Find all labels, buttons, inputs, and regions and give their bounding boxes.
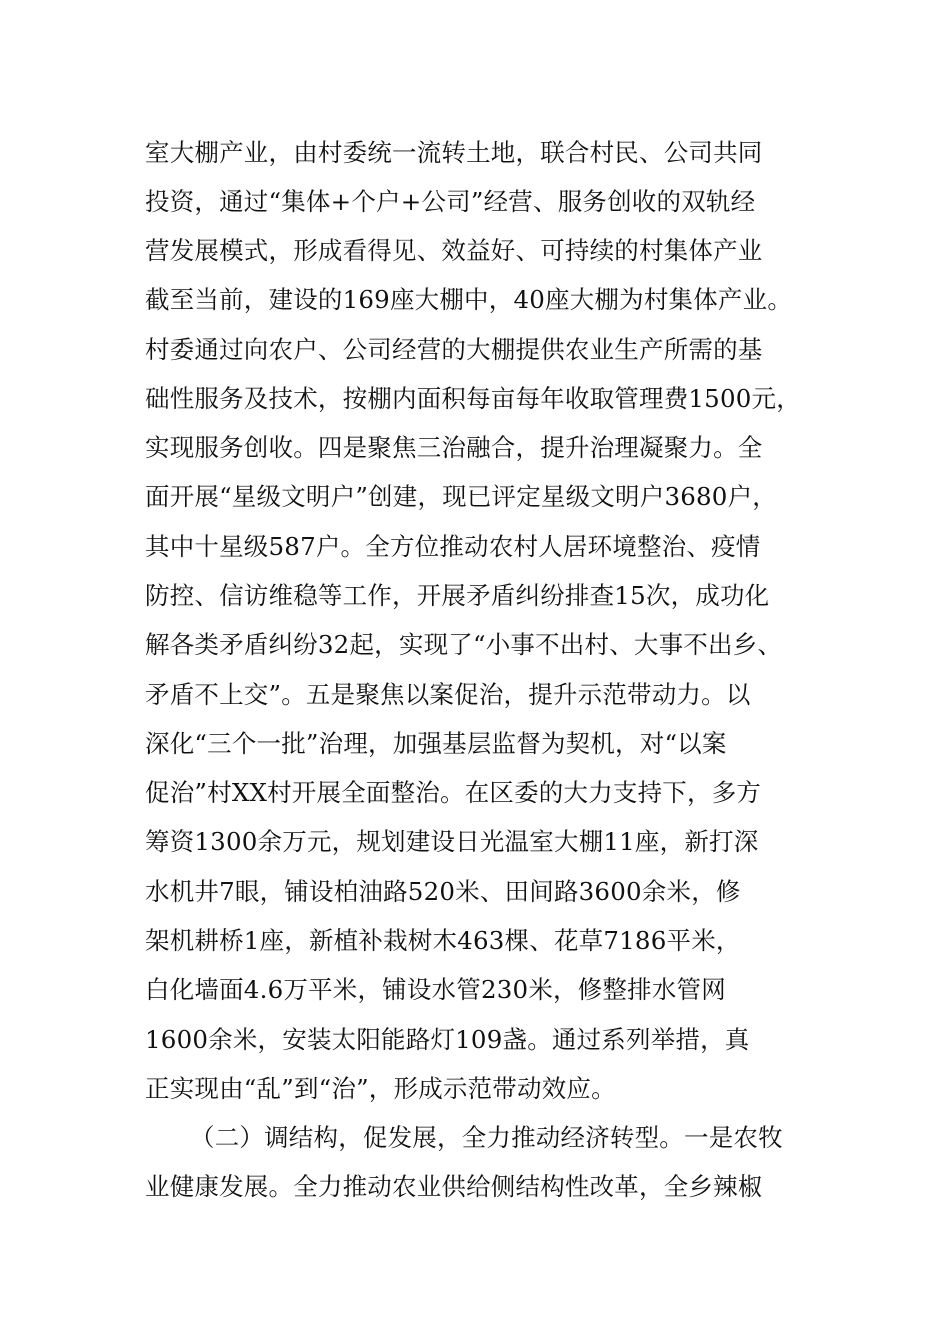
text-line: 白化墙面4.6万平米，铺设水管230米，修整排水管网 [145, 975, 726, 1004]
text-line: 村委通过向农户、公司经营的大棚提供农业生产所需的基 [145, 335, 763, 364]
text-line: 其中十星级587户。全方位推动农村人居环境整治、疫情 [145, 532, 761, 561]
text-line: 促治”村XX村开展全面整治。在区委的大力支持下，多方 [145, 778, 762, 807]
text-line: 正实现由“乱”到“治”，形成示范带动效应。 [145, 1074, 616, 1103]
text-line: 营发展模式，形成看得见、效益好、可持续的村集体产业 [145, 236, 763, 265]
text-line: 1600余米，安装太阳能路灯109盏。通过系列举措，真 [145, 1025, 750, 1054]
text-line: 水机井7眼，铺设柏油路520米、田间路3600余米，修 [145, 877, 741, 906]
text-line: 架机耕桥1座，新植补栽树木463棵、花草7186平米， [145, 926, 741, 955]
text-line: 截至当前，建设的169座大棚中，40座大棚为村集体产业。 [145, 285, 793, 314]
text-line: 矛盾不上交”。五是聚焦以案促治，提升示范带动力。以 [145, 680, 751, 709]
text-line: 筹资1300余万元，规划建设日光温室大棚11座，新打深 [145, 827, 759, 856]
text-line: 防控、信访维稳等工作，开展矛盾纠纷排查15次，成功化 [145, 581, 770, 610]
text-line: 业健康发展。全力推动农业供给侧结构性改革，全乡辣椒 [145, 1172, 763, 1201]
text-line: 面开展“星级文明户”创建，现已评定星级文明户3680户， [145, 482, 777, 511]
text-line: 解各类矛盾纠纷32起，实现了“小事不出村、大事不出乡、 [145, 630, 783, 659]
text-line: 深化“三个一批”治理，加强基层监督为契机，对“以案 [145, 729, 727, 758]
text-line: 础性服务及技术，按棚内面积每亩每年收取管理费1500元， [145, 384, 801, 413]
text-line-paragraph-start: （二）调结构，促发展，全力推动经济转型。一是农牧 [190, 1123, 783, 1152]
text-line: 投资，通过“集体+个户+公司”经营、服务创收的双轨经 [145, 187, 756, 216]
text-line: 实现服务创收。四是聚焦三治融合，提升治理凝聚力。全 [145, 433, 763, 462]
text-line: 室大棚产业，由村委统一流转土地，联合村民、公司共同 [145, 138, 763, 167]
